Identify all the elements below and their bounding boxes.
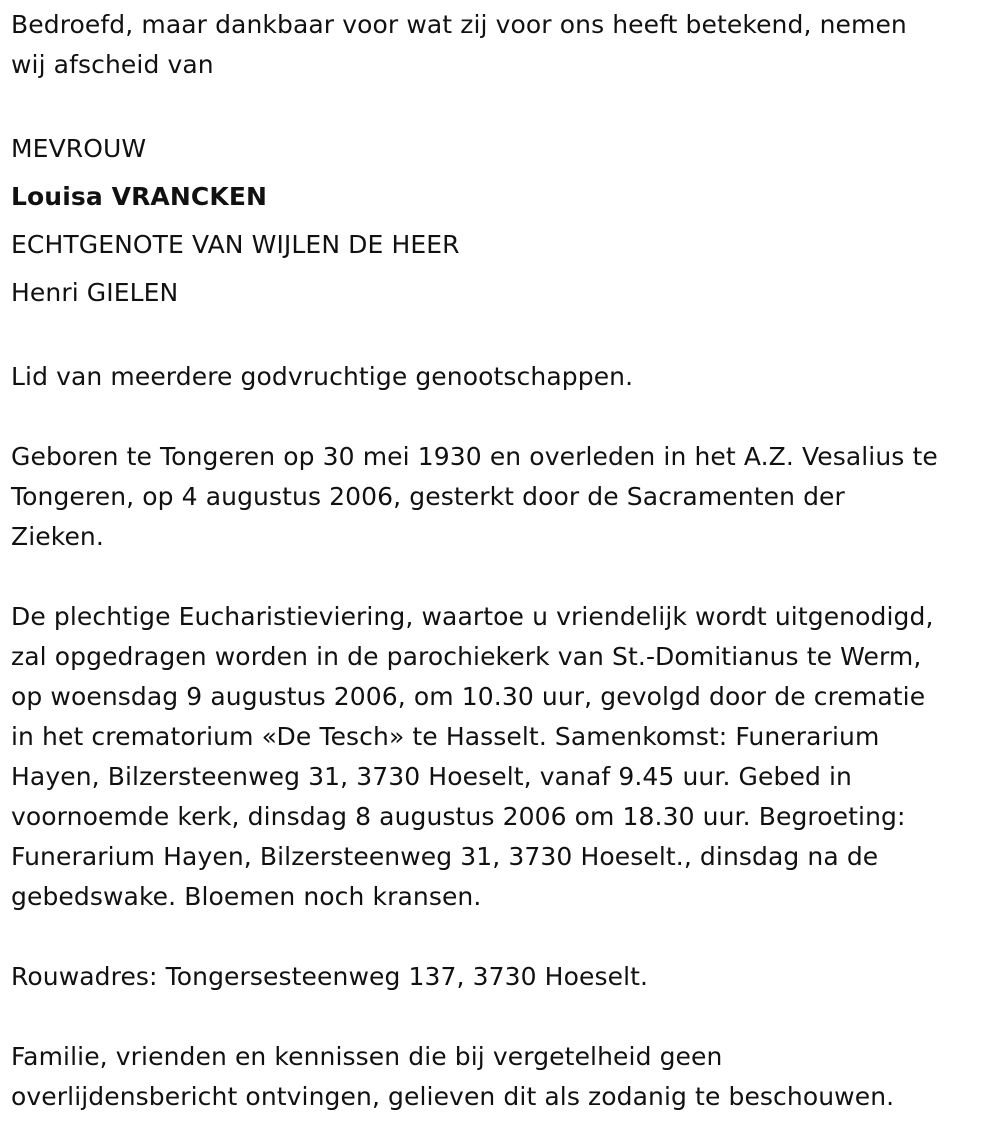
death-notice: [11, 5, 991, 1117]
spacer: [11, 917, 991, 957]
spacer: [11, 397, 991, 437]
deceased-name: Louisa VRANCKEN: [11, 182, 268, 211]
spacer: [11, 997, 991, 1037]
intro-paragraph: Bedroefd, maar dankbaar voor wat zij voor ons heeft betekend, nemen wij afscheid van: [11, 10, 907, 79]
membership-paragraph: Lid van meerdere godvruchtige genootschappen.: [11, 362, 634, 391]
spouse-name: Henri GIELEN: [11, 278, 179, 307]
spouse-relation: ECHTGENOTE VAN WIJLEN DE HEER: [11, 230, 460, 259]
closing-paragraph: Familie, vrienden en kennissen die bij vergetelheid geen overlijdensbericht ontvingen, gelieven dit als zodanig te beschouwen.: [11, 1042, 895, 1111]
spacer: [11, 557, 991, 597]
spacer: [11, 317, 991, 357]
spacer: [11, 85, 991, 125]
ceremony-paragraph: De plechtige Eucharistieviering, waartoe u vriendelijk wordt uitgenodigd, zal opgedragen worden in de parochiekerk van St.-Domitianus te Werm, op woensdag 9 augustus 2006, om 10.30 uur, gevolgd door de crematie in het crematorium «De Tesch» te Hasselt. Samenkomst: Funerarium Hayen, Bilzersteenweg 31, 3730 Hoeselt, vanaf 9.45 uur. Gebed in voornoemde kerk, dinsdag 8 augustus 2006 om 18.30 uur. Begroeting: Funerarium Hayen, Bilzersteenweg 31, 3730 Hoeselt., dinsdag na de gebedswake. Bloemen noch kransen.: [11, 602, 934, 911]
address-paragraph: Rouwadres: Tongersesteenweg 137, 3730 Hoeselt.: [11, 962, 649, 991]
birth-death-paragraph: Geboren te Tongeren op 30 mei 1930 en overleden in het A.Z. Vesalius te Tongeren, op 4 augustus 2006, gesterkt door de Sacramenten der Zieken.: [11, 442, 938, 551]
title-prefix: MEVROUW: [11, 134, 147, 163]
